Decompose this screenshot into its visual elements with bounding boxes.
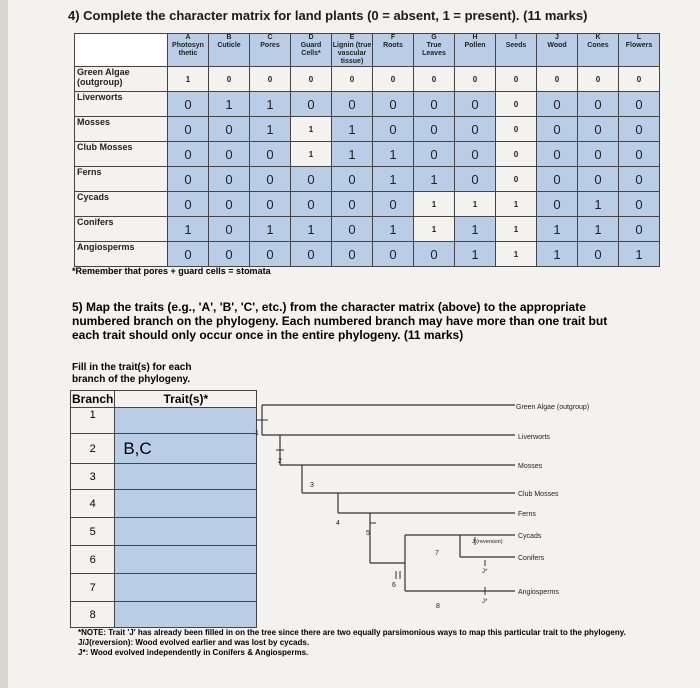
- matrix-cell[interactable]: 0: [209, 217, 250, 242]
- branch-label-4: 4: [336, 520, 340, 527]
- tip-label-ferns: Ferns: [518, 511, 536, 518]
- matrix-cell[interactable]: 1: [578, 217, 619, 242]
- col-header-h: H Pollen: [455, 34, 496, 67]
- tip-label-conifers: Conifers: [518, 555, 545, 562]
- matrix-row-mosses: [75, 117, 660, 142]
- branch-row: [71, 602, 257, 628]
- matrix-cell: 0: [578, 67, 619, 92]
- matrix-cell: 0: [496, 142, 537, 167]
- note-parsimony: *NOTE: Trait 'J' has already been filled in on the tree since there are two equally parsimonious ways to map this particular trait to the phylogeny.: [78, 628, 626, 637]
- branch-row: [71, 546, 257, 574]
- matrix-cell[interactable]: 1: [619, 242, 660, 267]
- matrix-cell[interactable]: 0: [168, 242, 209, 267]
- matrix-cell[interactable]: 0: [578, 92, 619, 117]
- matrix-cell[interactable]: 1: [209, 92, 250, 117]
- branch-row: [71, 490, 257, 518]
- branch-row: [71, 518, 257, 546]
- col-header-j: J Wood: [537, 34, 578, 67]
- matrix-cell[interactable]: 0: [619, 142, 660, 167]
- matrix-cell: 1: [496, 242, 537, 267]
- tree-branches: [262, 405, 515, 591]
- question-4-title: 4) Complete the character matrix for land plants (0 = absent, 1 = present). (11 marks): [68, 8, 588, 23]
- matrix-cell[interactable]: 0: [619, 167, 660, 192]
- matrix-cell[interactable]: 0: [332, 167, 373, 192]
- taxon-label: Mosses: [75, 117, 168, 142]
- matrix-cell[interactable]: 0: [168, 192, 209, 217]
- branch-label-8: 8: [436, 603, 440, 610]
- taxon-label: Cycads: [75, 192, 168, 217]
- matrix-cell: 0: [496, 117, 537, 142]
- matrix-cell[interactable]: 0: [578, 167, 619, 192]
- matrix-cell[interactable]: 0: [291, 242, 332, 267]
- matrix-cell[interactable]: 0: [209, 142, 250, 167]
- col-header-b: B Cuticle: [209, 34, 250, 67]
- trait-input[interactable]: [115, 518, 257, 546]
- question-5-text: 5) Map the traits (e.g., 'A', 'B', 'C', etc.) from the character matrix (above) to the appropriate numbered branch on the phylogeny. Each numbered branch may have more than one trait but each trait should only occur once in the entire phylogeny. (11 marks): [72, 300, 608, 342]
- matrix-cell[interactable]: 0: [455, 167, 496, 192]
- matrix-cell[interactable]: 1: [332, 142, 373, 167]
- col-header-k: K Cones: [578, 34, 619, 67]
- matrix-cell[interactable]: 0: [168, 92, 209, 117]
- branch-label-3: 3: [310, 482, 314, 489]
- matrix-cell: 1: [291, 117, 332, 142]
- fill-in-instruction: Fill in the trait(s) for each branch of the phylogeny.: [72, 362, 192, 385]
- matrix-cell[interactable]: 1: [537, 217, 578, 242]
- matrix-cell: 1: [414, 192, 455, 217]
- matrix-row-ferns: [75, 167, 660, 192]
- branch-number: 2: [71, 434, 115, 464]
- matrix-cell: 1: [496, 217, 537, 242]
- matrix-cell: 0: [373, 67, 414, 92]
- matrix-cell: 1: [168, 67, 209, 92]
- matrix-cell[interactable]: 0: [619, 117, 660, 142]
- matrix-cell[interactable]: 0: [209, 192, 250, 217]
- matrix-cell: 0: [414, 67, 455, 92]
- trait-input[interactable]: B,C: [115, 434, 257, 464]
- branch-row: [71, 464, 257, 490]
- matrix-cell[interactable]: 0: [250, 142, 291, 167]
- branch-number: 1: [71, 408, 115, 434]
- taxon-label: Angiosperms: [75, 242, 168, 267]
- matrix-cell[interactable]: 1: [373, 217, 414, 242]
- matrix-cell[interactable]: 0: [168, 167, 209, 192]
- branch-number: 3: [71, 464, 115, 490]
- matrix-cell: 0: [619, 67, 660, 92]
- col-header-e: E Lignin (true vascular tissue): [332, 34, 372, 65]
- matrix-cell[interactable]: 1: [414, 167, 455, 192]
- trait-input[interactable]: [115, 574, 257, 602]
- tip-label-club-mosses: Club Mosses: [518, 491, 559, 498]
- matrix-cell[interactable]: 1: [250, 117, 291, 142]
- matrix-cell[interactable]: 0: [537, 167, 578, 192]
- matrix-cell: 0: [496, 92, 537, 117]
- matrix-cell[interactable]: 0: [250, 242, 291, 267]
- matrix-row-green-algae: [75, 67, 660, 92]
- matrix-cell: 1: [455, 192, 496, 217]
- branch-number: 5: [71, 518, 115, 546]
- matrix-row-club-mosses: [75, 142, 660, 167]
- matrix-cell[interactable]: 0: [168, 142, 209, 167]
- matrix-cell: 0: [537, 67, 578, 92]
- matrix-cell[interactable]: 0: [291, 92, 332, 117]
- matrix-cell[interactable]: 0: [414, 142, 455, 167]
- tip-label-cycads: Cycads: [518, 533, 542, 540]
- matrix-cell[interactable]: 0: [537, 92, 578, 117]
- branch-number: 7: [71, 574, 115, 602]
- matrix-cell[interactable]: 0: [250, 192, 291, 217]
- matrix-cell[interactable]: 1: [537, 242, 578, 267]
- matrix-cell[interactable]: 0: [168, 117, 209, 142]
- matrix-cell[interactable]: 1: [250, 92, 291, 117]
- matrix-cell[interactable]: 0: [537, 142, 578, 167]
- matrix-cell[interactable]: 1: [168, 217, 209, 242]
- matrix-cell: 1: [414, 217, 455, 242]
- character-matrix: [74, 33, 660, 267]
- trait-input[interactable]: [115, 602, 257, 628]
- matrix-cell[interactable]: 0: [455, 117, 496, 142]
- trait-input[interactable]: [115, 490, 257, 518]
- matrix-cell[interactable]: 0: [332, 92, 373, 117]
- matrix-cell[interactable]: 0: [373, 192, 414, 217]
- matrix-cell[interactable]: 0: [291, 192, 332, 217]
- taxon-label: Conifers: [75, 217, 168, 242]
- note-wood-reversion: J/J(reversion): Wood evolved earlier and was lost by cycads.: [78, 638, 310, 647]
- stomata-note: *Remember that pores + guard cells = stomata: [72, 266, 271, 276]
- branch-table-header: [71, 391, 257, 408]
- matrix-cell[interactable]: 0: [455, 92, 496, 117]
- col-header-l: L Flowers: [619, 34, 660, 67]
- matrix-cell[interactable]: 0: [332, 217, 373, 242]
- col-header-d: D Guard Cells*: [291, 34, 332, 67]
- matrix-cell[interactable]: 1: [250, 217, 291, 242]
- matrix-cell[interactable]: 0: [209, 117, 250, 142]
- matrix-cell[interactable]: 0: [291, 167, 332, 192]
- matrix-cell[interactable]: 1: [332, 117, 373, 142]
- matrix-cell[interactable]: 0: [578, 242, 619, 267]
- matrix-cell: 0: [455, 67, 496, 92]
- col-header-c: C Pores: [250, 34, 291, 67]
- matrix-cell[interactable]: 0: [209, 242, 250, 267]
- col-header-i: I Seeds: [496, 34, 537, 67]
- branch-label-6: 6: [392, 582, 396, 589]
- reversion-label: J (reversion): [472, 539, 503, 545]
- branch-row: [71, 574, 257, 602]
- matrix-cell[interactable]: 1: [455, 217, 496, 242]
- matrix-cell[interactable]: 1: [291, 217, 332, 242]
- matrix-cell[interactable]: 0: [373, 92, 414, 117]
- phylogeny-tree: [240, 395, 640, 620]
- trait-input[interactable]: [115, 546, 257, 574]
- matrix-cell[interactable]: 0: [455, 142, 496, 167]
- matrix-row-cycads: [75, 192, 660, 217]
- trait-input[interactable]: [115, 408, 257, 434]
- matrix-cell[interactable]: 0: [619, 217, 660, 242]
- matrix-cell: 1: [291, 142, 332, 167]
- matrix-header-row: [75, 34, 660, 67]
- branch-row: [71, 408, 257, 434]
- branch-trait-table: [70, 390, 257, 628]
- matrix-cell[interactable]: 0: [537, 117, 578, 142]
- matrix-cell[interactable]: 0: [578, 117, 619, 142]
- branch-row: [71, 434, 257, 464]
- matrix-cell[interactable]: 0: [578, 142, 619, 167]
- tip-label-liverworts: Liverworts: [518, 434, 550, 441]
- matrix-cell[interactable]: 0: [373, 117, 414, 142]
- j-star-label-conifers: J*: [482, 569, 488, 575]
- branch-number: 8: [71, 602, 115, 628]
- bottom-notes: [78, 628, 638, 658]
- matrix-cell: 0: [209, 67, 250, 92]
- j-star-label-angiosperms: J*: [482, 599, 488, 605]
- taxon-label: Liverworts: [75, 92, 168, 117]
- tip-label-angiosperms: Angiosperms: [518, 589, 559, 596]
- col-header-a: A Photosyn thetic: [168, 34, 209, 67]
- matrix-cell[interactable]: 1: [578, 192, 619, 217]
- matrix-cell[interactable]: 0: [373, 242, 414, 267]
- matrix-cell: 0: [496, 167, 537, 192]
- tip-label-mosses: Mosses: [518, 463, 543, 470]
- matrix-cell[interactable]: 0: [537, 192, 578, 217]
- taxon-label: Green Algae (outgroup): [75, 67, 168, 92]
- branch-number: 6: [71, 546, 115, 574]
- matrix-cell[interactable]: 1: [455, 242, 496, 267]
- taxon-label: Club Mosses: [75, 142, 168, 167]
- matrix-cell[interactable]: 0: [332, 242, 373, 267]
- branch-label-1: 1: [255, 430, 259, 437]
- matrix-cell[interactable]: 0: [332, 192, 373, 217]
- branch-label-2: 2: [278, 458, 282, 465]
- matrix-cell[interactable]: 0: [619, 92, 660, 117]
- matrix-row-liverworts: [75, 92, 660, 117]
- matrix-corner: [75, 34, 168, 67]
- matrix-cell[interactable]: 1: [373, 142, 414, 167]
- note-wood-independent: J*: Wood evolved independently in Conifers & Angiosperms.: [78, 648, 309, 657]
- matrix-row-conifers: [75, 217, 660, 242]
- branch-number: 4: [71, 490, 115, 518]
- matrix-row-angiosperms: [75, 242, 660, 267]
- branch-label-5: 5: [366, 530, 370, 537]
- col-header-f: F Roots: [373, 34, 414, 67]
- matrix-cell[interactable]: 1: [373, 167, 414, 192]
- matrix-cell[interactable]: 0: [209, 167, 250, 192]
- matrix-cell[interactable]: 0: [414, 117, 455, 142]
- branch-header: Branch: [72, 392, 114, 406]
- matrix-cell: 1: [496, 192, 537, 217]
- matrix-cell: 0: [250, 67, 291, 92]
- matrix-cell[interactable]: 0: [414, 242, 455, 267]
- branch-label-7: 7: [435, 550, 439, 557]
- matrix-cell: 0: [332, 67, 373, 92]
- trait-input[interactable]: [115, 464, 257, 490]
- tip-label-green-algae: Green Algae (outgroup): [516, 404, 590, 411]
- taxon-label: Ferns: [75, 167, 168, 192]
- trait-hash-marks: [256, 413, 485, 595]
- matrix-cell[interactable]: 0: [619, 192, 660, 217]
- matrix-cell[interactable]: 0: [250, 167, 291, 192]
- matrix-cell: 0: [291, 67, 332, 92]
- traits-header: Trait(s)*: [115, 391, 257, 408]
- matrix-cell: 0: [496, 67, 537, 92]
- matrix-cell[interactable]: 0: [414, 92, 455, 117]
- col-header-g: G True Leaves: [414, 34, 455, 67]
